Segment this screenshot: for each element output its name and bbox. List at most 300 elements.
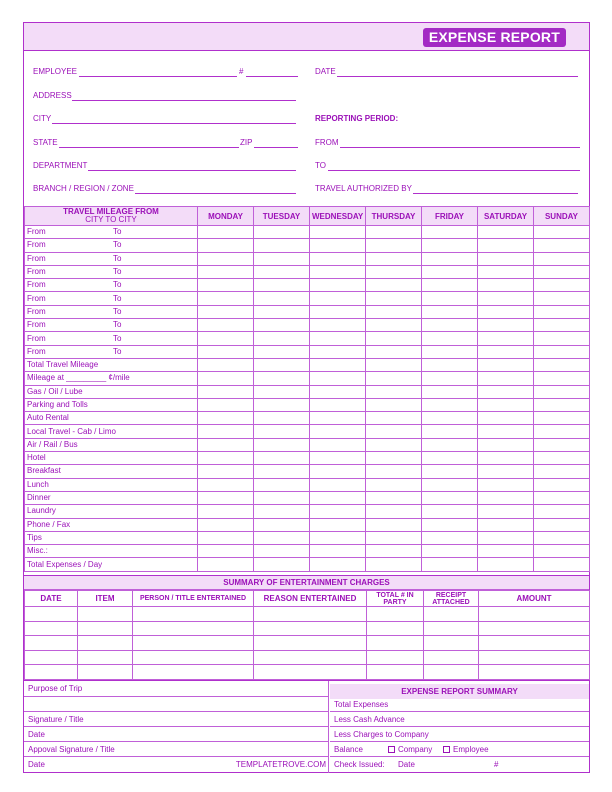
day-cell[interactable] [310,478,366,491]
entertainment-cell[interactable] [367,650,424,665]
from-to-cell[interactable] [25,292,198,305]
day-cell[interactable] [254,319,310,332]
expense-label: Lunch [25,478,198,491]
expense-row [25,372,590,385]
day-cell[interactable] [310,531,366,544]
period-from-field[interactable] [340,147,580,148]
day-cell[interactable] [310,345,366,358]
entertainment-cell[interactable] [367,636,424,651]
day-cell[interactable] [534,239,590,252]
day-cell[interactable] [478,252,534,265]
entertainment-cell[interactable] [133,607,254,622]
zip-label: ZIP [240,138,253,147]
day-cell[interactable] [366,372,422,385]
day-cell[interactable] [366,545,422,558]
entertainment-cell[interactable] [254,621,367,636]
day-cell[interactable] [254,358,310,371]
day-cell[interactable] [534,332,590,345]
day-cell[interactable] [422,465,478,478]
department-label: DEPARTMENT [33,161,88,170]
entertainment-cell[interactable] [25,607,78,622]
day-cell[interactable] [534,292,590,305]
address-label: ADDRESS [33,91,72,100]
day-cell[interactable] [254,465,310,478]
day-cell[interactable] [534,226,590,239]
from-to-row [25,265,590,278]
day-cell[interactable] [254,412,310,425]
day-cell[interactable] [422,252,478,265]
day-cell[interactable] [478,438,534,451]
day-cell[interactable] [198,345,254,358]
day-cell[interactable] [254,239,310,252]
day-cell[interactable] [534,319,590,332]
day-cell[interactable] [478,279,534,292]
reporting-period-label: REPORTING PERIOD: [315,114,399,123]
day-cell[interactable] [366,438,422,451]
day-cell[interactable] [366,319,422,332]
entertainment-cell[interactable] [254,650,367,665]
approval-signature-field[interactable] [24,742,328,757]
to-label: To [113,320,122,330]
day-cell[interactable] [254,545,310,558]
day-cell[interactable] [254,305,310,318]
period-to-field[interactable] [328,170,580,171]
day-cell[interactable] [254,372,310,385]
day-cell[interactable] [478,545,534,558]
day-cell[interactable] [254,452,310,465]
signature-field[interactable] [24,712,328,727]
expense-row [25,412,590,425]
day-cell[interactable] [310,452,366,465]
entertainment-cell[interactable] [78,621,133,636]
from-to-row [25,319,590,332]
summary-title: EXPENSE REPORT SUMMARY [330,684,589,699]
date-label-1: Date [28,730,45,739]
day-cell[interactable] [422,505,478,518]
day-cell[interactable] [366,332,422,345]
entertainment-cell[interactable] [479,665,590,680]
entertainment-cell[interactable] [133,621,254,636]
day-cell[interactable] [478,398,534,411]
day-cell[interactable] [254,292,310,305]
zip-field[interactable] [254,147,298,148]
day-cell[interactable] [478,558,534,571]
entertainment-cell[interactable] [424,607,479,622]
day-cell[interactable] [310,518,366,531]
entertainment-cell[interactable] [479,636,590,651]
day-cell[interactable] [310,385,366,398]
day-cell[interactable] [366,518,422,531]
day-cell[interactable] [366,491,422,504]
day-cell[interactable] [478,465,534,478]
day-cell[interactable] [310,358,366,371]
day-cell[interactable] [478,478,534,491]
day-cell[interactable] [422,412,478,425]
from-to-cell[interactable] [25,332,198,345]
day-cell[interactable] [534,345,590,358]
entertainment-cell[interactable] [479,621,590,636]
day-cell[interactable] [478,425,534,438]
from-to-cell[interactable] [25,252,198,265]
day-cell[interactable] [422,239,478,252]
day-cell[interactable] [366,292,422,305]
department-field[interactable] [88,170,296,171]
day-cell[interactable] [310,491,366,504]
to-label: To [113,267,122,277]
day-cell[interactable] [478,345,534,358]
date-field-1[interactable] [24,727,328,742]
day-cell[interactable] [310,412,366,425]
branch-field[interactable] [135,193,296,194]
less-charges-label: Less Charges to Company [334,730,429,739]
day-cell[interactable] [254,226,310,239]
expense-row [25,505,590,518]
entertainment-cell[interactable] [78,650,133,665]
from-to-row [25,345,590,358]
from-to-row [25,252,590,265]
day-cell[interactable] [422,292,478,305]
day-header: FRIDAY [422,207,478,226]
entertainment-cell[interactable] [78,665,133,680]
entertainment-table [24,590,590,680]
entertainment-cell[interactable] [424,665,479,680]
day-cell[interactable] [422,305,478,318]
day-cell[interactable] [198,292,254,305]
from-label: From [27,227,46,237]
day-cell[interactable] [310,319,366,332]
day-cell[interactable] [534,491,590,504]
day-cell[interactable] [198,478,254,491]
day-cell[interactable] [254,438,310,451]
entertainment-cell[interactable] [25,621,78,636]
day-cell[interactable] [310,398,366,411]
day-cell[interactable] [478,292,534,305]
day-cell[interactable] [366,252,422,265]
day-cell[interactable] [310,425,366,438]
day-cell[interactable] [366,531,422,544]
day-cell[interactable] [198,305,254,318]
day-cell[interactable] [422,279,478,292]
day-cell[interactable] [422,518,478,531]
day-cell[interactable] [310,292,366,305]
day-cell[interactable] [534,412,590,425]
entertainment-cell[interactable] [479,650,590,665]
day-cell[interactable] [478,358,534,371]
day-cell[interactable] [478,452,534,465]
day-cell[interactable] [534,372,590,385]
day-cell[interactable] [198,332,254,345]
day-cell[interactable] [422,491,478,504]
day-cell[interactable] [478,239,534,252]
day-cell[interactable] [310,545,366,558]
from-to-cell[interactable] [25,226,198,239]
day-cell[interactable] [310,265,366,278]
expense-label: Mileage at _________ ¢/mile [25,372,198,385]
day-cell[interactable] [534,558,590,571]
to-label: To [113,280,122,290]
day-cell[interactable] [198,412,254,425]
day-cell[interactable] [254,491,310,504]
from-to-row [25,332,590,345]
header-band [24,23,589,51]
day-cell[interactable] [478,505,534,518]
day-cell[interactable] [198,265,254,278]
day-header: THURSDAY [366,207,422,226]
date-field-2[interactable] [24,757,328,773]
day-cell[interactable] [254,478,310,491]
day-cell[interactable] [198,452,254,465]
bottom-divider [328,681,329,773]
day-cell[interactable] [478,305,534,318]
company-checkbox[interactable] [388,742,432,757]
day-cell[interactable] [478,385,534,398]
day-cell[interactable] [422,478,478,491]
day-cell[interactable] [422,558,478,571]
entertainment-cell[interactable] [133,665,254,680]
day-cell[interactable] [310,465,366,478]
day-cell[interactable] [478,226,534,239]
day-cell[interactable] [198,226,254,239]
day-cell[interactable] [534,478,590,491]
entertainment-cell[interactable] [78,607,133,622]
expense-row [25,478,590,491]
less-cash-label: Less Cash Advance [334,715,405,724]
page-title: EXPENSE REPORT [423,28,566,47]
day-cell[interactable] [366,398,422,411]
day-cell[interactable] [310,372,366,385]
day-cell[interactable] [198,465,254,478]
day-cell[interactable] [254,425,310,438]
day-cell[interactable] [198,372,254,385]
entertainment-cell[interactable] [25,650,78,665]
date-field[interactable] [337,76,578,77]
day-cell[interactable] [422,531,478,544]
day-cell[interactable] [198,558,254,571]
day-cell[interactable] [366,226,422,239]
from-label: From [27,320,46,330]
entertainment-cell[interactable] [254,607,367,622]
from-label: FROM [315,138,339,147]
day-cell[interactable] [366,345,422,358]
day-cell[interactable] [254,332,310,345]
day-cell[interactable] [310,558,366,571]
day-cell[interactable] [366,239,422,252]
day-cell[interactable] [366,558,422,571]
employee-number-field[interactable] [246,76,298,77]
entertainment-cell[interactable] [424,650,479,665]
ent-header: ITEM [78,591,133,607]
day-header: SUNDAY [534,207,590,226]
day-cell[interactable] [478,319,534,332]
day-cell[interactable] [366,505,422,518]
day-header: SATURDAY [478,207,534,226]
to-label: TO [315,161,326,170]
day-cell[interactable] [254,531,310,544]
day-cell[interactable] [422,545,478,558]
purpose-of-trip-line[interactable] [24,697,328,712]
day-cell[interactable] [422,319,478,332]
entertainment-cell[interactable] [479,607,590,622]
expense-row [25,385,590,398]
day-cell[interactable] [534,358,590,371]
ent-header: REASON ENTERTAINED [254,591,367,607]
day-cell[interactable] [478,518,534,531]
state-field[interactable] [59,147,239,148]
entertainment-cell[interactable] [424,636,479,651]
entertainment-cell[interactable] [254,665,367,680]
to-label: To [113,227,122,237]
day-cell[interactable] [478,531,534,544]
day-cell[interactable] [254,505,310,518]
purpose-of-trip-field[interactable] [24,681,328,697]
day-cell[interactable] [534,265,590,278]
entertainment-cell[interactable] [25,636,78,651]
entertainment-row [25,607,590,622]
day-cell[interactable] [534,279,590,292]
travel-authorized-field[interactable] [413,193,578,194]
day-cell[interactable] [310,279,366,292]
day-cell[interactable] [198,425,254,438]
day-cell[interactable] [534,385,590,398]
day-cell[interactable] [422,226,478,239]
day-cell[interactable] [310,226,366,239]
less-charges-field[interactable] [330,727,589,742]
day-cell[interactable] [534,425,590,438]
expense-label: Hotel [25,452,198,465]
day-cell[interactable] [534,305,590,318]
entertainment-cell[interactable] [78,636,133,651]
day-cell[interactable] [198,385,254,398]
day-cell[interactable] [422,385,478,398]
day-cell[interactable] [422,265,478,278]
from-to-cell[interactable] [25,319,198,332]
day-cell[interactable] [366,452,422,465]
day-cell[interactable] [422,332,478,345]
expense-row [25,465,590,478]
day-cell[interactable] [198,319,254,332]
total-expenses-field[interactable] [330,697,589,712]
day-cell[interactable] [366,425,422,438]
day-cell[interactable] [254,398,310,411]
day-cell[interactable] [310,332,366,345]
from-to-cell[interactable] [25,279,198,292]
day-cell[interactable] [422,358,478,371]
day-cell[interactable] [198,279,254,292]
to-label: To [113,293,122,303]
day-cell[interactable] [310,438,366,451]
day-cell[interactable] [254,385,310,398]
expense-label: Tips [25,531,198,544]
day-cell[interactable] [254,252,310,265]
day-cell[interactable] [478,372,534,385]
check-number-label: # [494,760,499,769]
day-cell[interactable] [366,265,422,278]
day-cell[interactable] [422,452,478,465]
employee-checkbox[interactable] [443,742,489,757]
day-cell[interactable] [366,478,422,491]
day-cell[interactable] [198,398,254,411]
entertainment-cell[interactable] [133,636,254,651]
from-label: From [27,346,46,356]
day-cell[interactable] [198,438,254,451]
day-cell[interactable] [422,345,478,358]
entertainment-cell[interactable] [367,621,424,636]
day-cell[interactable] [198,239,254,252]
day-cell[interactable] [534,252,590,265]
day-cell[interactable] [366,385,422,398]
day-cell[interactable] [534,518,590,531]
entertainment-cell[interactable] [254,636,367,651]
day-cell[interactable] [422,425,478,438]
day-cell[interactable] [478,265,534,278]
day-cell[interactable] [366,279,422,292]
day-cell[interactable] [198,531,254,544]
less-cash-field[interactable] [330,712,589,727]
day-cell[interactable] [310,505,366,518]
entertainment-cell[interactable] [133,650,254,665]
entertainment-cell[interactable] [367,607,424,622]
day-cell[interactable] [422,438,478,451]
day-cell[interactable] [254,265,310,278]
day-cell[interactable] [198,491,254,504]
day-cell[interactable] [198,505,254,518]
check-date-label: Date [398,760,415,769]
day-cell[interactable] [366,358,422,371]
day-cell[interactable] [422,398,478,411]
expense-row [25,358,590,371]
day-cell[interactable] [478,491,534,504]
day-cell[interactable] [478,412,534,425]
day-cell[interactable] [534,438,590,451]
day-cell[interactable] [534,545,590,558]
day-cell[interactable] [534,452,590,465]
day-cell[interactable] [422,372,478,385]
expense-label: Auto Rental [25,412,198,425]
day-cell[interactable] [254,279,310,292]
entertainment-cell[interactable] [424,621,479,636]
day-cell[interactable] [310,252,366,265]
employee-field[interactable] [79,76,237,77]
day-cell[interactable] [534,398,590,411]
day-cell[interactable] [310,305,366,318]
day-cell[interactable] [254,345,310,358]
day-cell[interactable] [198,545,254,558]
expense-label: Gas / Oil / Lube [25,385,198,398]
day-cell[interactable] [254,518,310,531]
entertainment-header-row [25,591,590,607]
entertainment-cell[interactable] [367,665,424,680]
day-cell[interactable] [534,531,590,544]
from-to-cell[interactable] [25,305,198,318]
city-field[interactable] [52,123,296,124]
from-to-cell[interactable] [25,345,198,358]
day-cell[interactable] [254,558,310,571]
from-to-cell[interactable] [25,239,198,252]
day-cell[interactable] [310,239,366,252]
day-cell[interactable] [198,252,254,265]
from-to-cell[interactable] [25,265,198,278]
day-cell[interactable] [534,465,590,478]
day-cell[interactable] [478,332,534,345]
day-cell[interactable] [366,465,422,478]
entertainment-cell[interactable] [25,665,78,680]
day-cell[interactable] [366,305,422,318]
day-cell[interactable] [534,505,590,518]
day-cell[interactable] [198,358,254,371]
day-cell[interactable] [366,412,422,425]
day-cell[interactable] [198,518,254,531]
address-field[interactable] [72,100,296,101]
